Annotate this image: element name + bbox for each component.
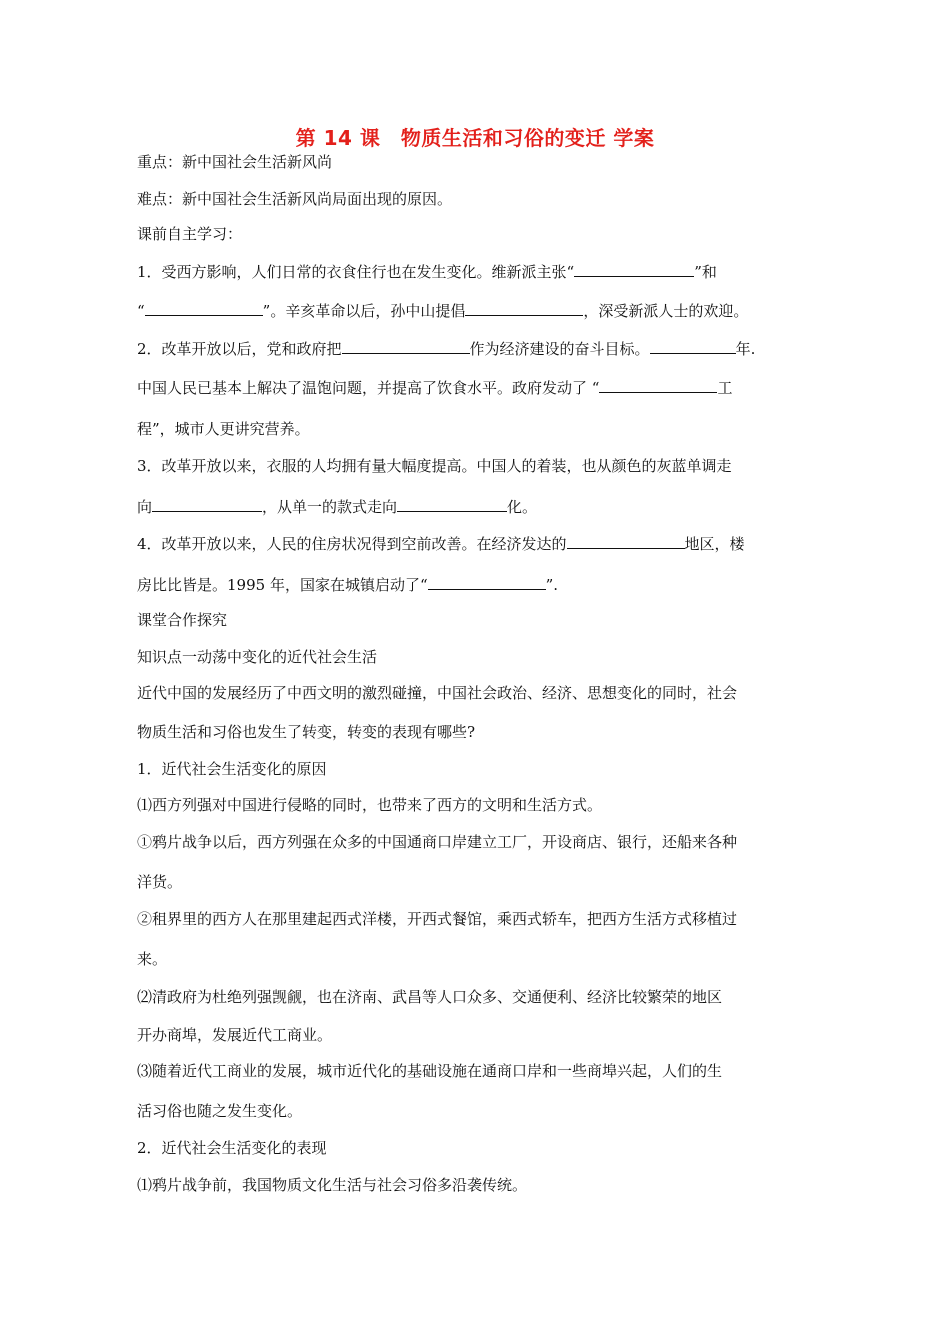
paragraph-line: ⑴鸦片战争前，我国物质文化生活与社会习俗多沿袭传统。 [137, 1176, 528, 1194]
paragraph-line: ⑶随着近代工商业的发展，城市近代化的基础设施在通商口岸和一些商埠兴起，人们的生 [137, 1062, 723, 1080]
fill-blank[interactable] [567, 533, 685, 549]
fill-blank[interactable] [465, 300, 583, 316]
paragraph-line: ⑵清政府为杜绝列强觊觎，也在济南、武昌等人口众多、交通便利、经济比较繁荣的地区 [137, 988, 723, 1006]
section-heading-classroom: 课堂合作探究 [137, 611, 228, 629]
paragraph-line: 近代中国的发展经历了中西文明的激烈碰撞，中国社会政治、经济、思想变化的同时，社会 [137, 684, 738, 702]
question-1-line-2: “ ”。辛亥革命以后，孙中山提倡 ，深受新派人士的欢迎。 [137, 302, 749, 320]
paragraph-line: ①鸦片战争以后，西方列强在众多的中国通商口岸建立工厂，开设商店、银行，还船来各种 [137, 833, 738, 851]
fill-blank[interactable] [397, 496, 507, 512]
subheading-causes: 1．近代社会生活变化的原因 [137, 760, 327, 778]
fill-blank[interactable] [650, 338, 736, 354]
fill-blank[interactable] [428, 574, 546, 590]
paragraph-line: 物质生活和习俗也发生了转变，转变的表现有哪些? [137, 723, 476, 741]
paragraph-line: 活习俗也随之发生变化。 [137, 1102, 303, 1120]
paragraph-line: ②租界里的西方人在那里建起西式洋楼，开西式餐馆，乘西式轿车，把西方生活方式移植过 [137, 910, 738, 928]
question-3-line-2: 向 ，从单一的款式走向 化。 [137, 498, 538, 516]
paragraph-line: 开办商埠，发展近代工商业。 [137, 1026, 333, 1044]
question-4-line-2: 房比比皆是。1995 年，国家在城镇启动了“ ”. [137, 576, 559, 594]
fill-blank[interactable] [152, 496, 262, 512]
paragraph-line: 洋货。 [137, 873, 183, 891]
paragraph-line: 来。 [137, 950, 168, 968]
question-2-line-3: 程”，城市人更讲究营养。 [137, 420, 310, 438]
difficulty-line: 难点：新中国社会生活新风尚局面出现的原因。 [137, 190, 453, 208]
fill-blank[interactable] [599, 377, 717, 393]
question-4-line-1: 4．改革开放以来，人民的住房状况得到空前改善。在经济发达的 地区，楼 [137, 535, 745, 553]
key-point-line: 重点：新中国社会生活新风尚 [137, 153, 333, 171]
paragraph-line: ⑴西方列强对中国进行侵略的同时，也带来了西方的文明和生活方式。 [137, 796, 603, 814]
fill-blank[interactable] [574, 261, 694, 277]
subheading-manifestations: 2．近代社会生活变化的表现 [137, 1139, 327, 1157]
fill-blank[interactable] [145, 300, 263, 316]
section-heading-self-study: 课前自主学习： [137, 225, 243, 243]
fill-blank[interactable] [342, 338, 470, 354]
question-1-line-1: 1．受西方影响，人们日常的衣食住行也在发生变化。维新派主张“ ”和 [137, 263, 717, 281]
question-2-line-1: 2．改革开放以后，党和政府把 作为经济建设的奋斗目标。 年. [137, 340, 756, 358]
question-2-line-2: 中国人民已基本上解决了温饱问题，并提高了饮食水平。政府发动了 “ 工 [137, 379, 733, 397]
question-3-line-1: 3．改革开放以来，衣服的人均拥有量大幅度提高。中国人的着装，也从颜色的灰蓝单调走 [137, 457, 732, 475]
knowledge-point-heading: 知识点一动荡中变化的近代社会生活 [137, 648, 378, 666]
document-title: 第 14 课 物质生活和习俗的变迁 学案 [295, 126, 655, 150]
